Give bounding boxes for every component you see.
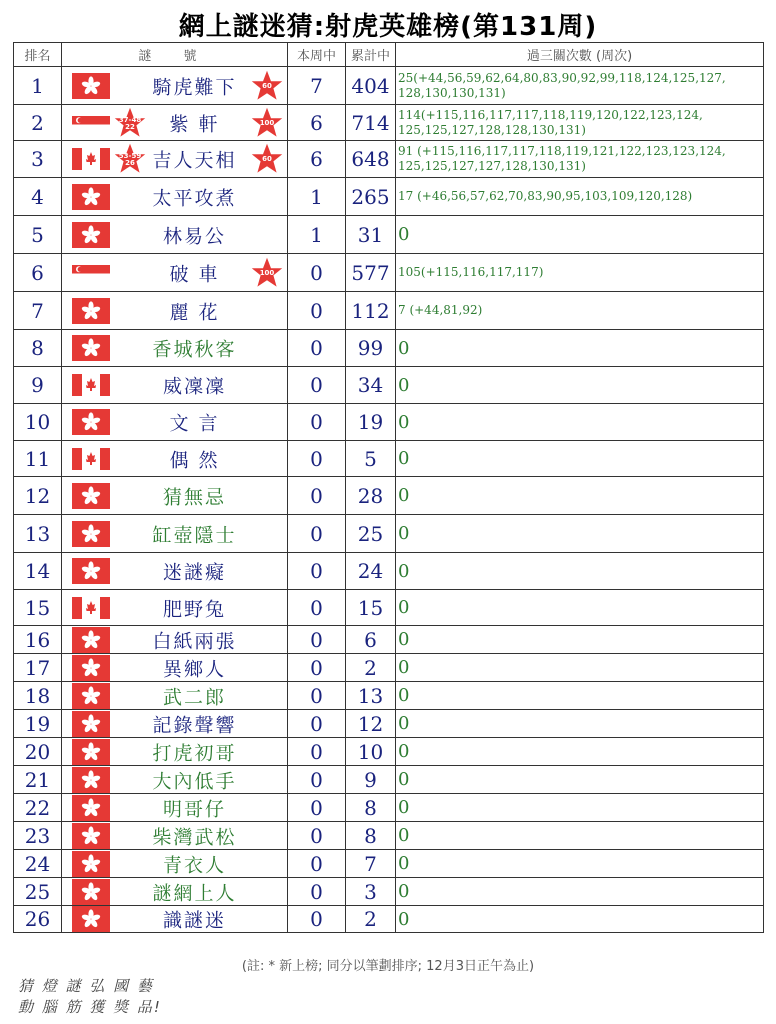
rank-cell: 22	[14, 794, 62, 822]
name-cell	[62, 105, 288, 141]
week-score-cell: 0	[288, 822, 346, 850]
header-history: 過三關次數 (周次)	[396, 43, 764, 67]
player-name: 林易公	[162, 225, 226, 247]
rank-cell: 16	[14, 626, 62, 654]
week-score-cell: 0	[288, 766, 346, 794]
table-row	[14, 794, 764, 822]
total-score-cell: 2	[346, 906, 396, 933]
name-cell	[62, 850, 288, 878]
player-name: 缸壺隱士	[152, 524, 237, 546]
name-cell	[62, 67, 288, 105]
player-name: 白紙兩張	[152, 630, 237, 652]
history-cell: 0	[396, 654, 764, 682]
player-name: 記錄聲響	[152, 714, 237, 736]
table-row	[14, 216, 764, 254]
player-name: 文 言	[169, 412, 220, 435]
name-cell	[62, 404, 288, 441]
table-row	[14, 441, 764, 477]
player-name: 香城秋客	[152, 338, 237, 361]
rank-cell: 9	[14, 367, 62, 404]
week-score-cell: 0	[288, 367, 346, 404]
footnote: (註: * 新上榜; 同分以筆劃排序; 12月3日正午為止)	[241, 959, 535, 974]
player-name: 打虎初哥	[152, 742, 237, 764]
table-row	[14, 850, 764, 878]
star-badge-icon	[114, 143, 146, 175]
history-cell: 0	[396, 738, 764, 766]
name-cell	[62, 710, 288, 738]
total-score-cell: 648	[346, 141, 396, 178]
table-row	[14, 330, 764, 367]
week-score-cell: 1	[288, 178, 346, 216]
rank-cell: 2	[14, 105, 62, 141]
player-name: 青衣人	[162, 854, 226, 876]
player-name: 明哥仔	[162, 798, 226, 820]
table-row	[14, 766, 764, 794]
week-score-cell: 0	[288, 738, 346, 766]
table-row	[14, 367, 764, 404]
week-score-cell: 0	[288, 626, 346, 654]
name-cell	[62, 654, 288, 682]
player-name: 異鄉人	[162, 658, 226, 680]
header-name: 謎 號	[62, 43, 288, 67]
rank-cell: 11	[14, 441, 62, 477]
page-title: 網上謎迷猜:射虎英雄榜(第131周)	[178, 12, 598, 42]
name-cell	[62, 878, 288, 906]
player-name: 麗 花	[169, 301, 220, 323]
name-cell	[62, 216, 288, 254]
history-cell: 0	[396, 590, 764, 626]
week-score-cell: 6	[288, 141, 346, 178]
table-row	[14, 141, 764, 178]
total-score-cell: 6	[346, 626, 396, 654]
table-row	[14, 682, 764, 710]
total-score-cell: 99	[346, 330, 396, 367]
table-row	[14, 254, 764, 292]
table-row	[14, 515, 764, 553]
total-score-cell: 404	[346, 67, 396, 105]
player-name: 識謎迷	[162, 909, 226, 932]
history-cell: 0	[396, 682, 764, 710]
player-name: 破 車	[169, 263, 220, 285]
week-score-cell: 6	[288, 105, 346, 141]
rank-cell: 14	[14, 553, 62, 590]
table-row	[14, 906, 764, 933]
star-badge-value: 100	[259, 268, 275, 277]
rank-cell: 18	[14, 682, 62, 710]
history-cell: 91 (+115,116,117,117,118,119,121,122,123,123,124, 125,125,127,127,128,130,131)	[396, 141, 764, 178]
name-cell	[62, 178, 288, 216]
rank-cell: 20	[14, 738, 62, 766]
player-name: 武二郎	[162, 686, 226, 708]
name-cell	[62, 553, 288, 590]
week-score-cell: 7	[288, 67, 346, 105]
history-cell: 0	[396, 626, 764, 654]
player-name: 迷謎癡	[162, 561, 226, 584]
slogan-line-2: 動 腦 筋 獲 獎 品!	[18, 998, 162, 1016]
table-row	[14, 654, 764, 682]
week-score-cell: 0	[288, 590, 346, 626]
name-cell	[62, 441, 288, 477]
rank-cell: 13	[14, 515, 62, 553]
total-score-cell: 13	[346, 682, 396, 710]
table-row	[14, 477, 764, 515]
table-row	[14, 404, 764, 441]
week-score-cell: 0	[288, 710, 346, 738]
week-score-cell: 0	[288, 404, 346, 441]
rank-cell: 1	[14, 67, 62, 105]
player-name: 威凜凜	[162, 375, 226, 398]
rank-cell: 4	[14, 178, 62, 216]
total-score-cell: 265	[346, 178, 396, 216]
name-cell	[62, 590, 288, 626]
week-score-cell: 0	[288, 330, 346, 367]
total-score-cell: 8	[346, 822, 396, 850]
total-score-cell: 24	[346, 553, 396, 590]
rank-cell: 5	[14, 216, 62, 254]
total-score-cell: 12	[346, 710, 396, 738]
name-cell	[62, 794, 288, 822]
star-badge-icon	[251, 143, 283, 175]
week-score-cell: 0	[288, 292, 346, 330]
week-score-cell: 0	[288, 441, 346, 477]
total-score-cell: 19	[346, 404, 396, 441]
rank-cell: 7	[14, 292, 62, 330]
name-cell	[62, 738, 288, 766]
name-cell	[62, 906, 288, 933]
week-score-cell: 0	[288, 878, 346, 906]
total-score-cell: 28	[346, 477, 396, 515]
week-score-cell: 0	[288, 850, 346, 878]
star-badge-value: 37-48 22	[118, 115, 142, 131]
table-row	[14, 292, 764, 330]
history-cell: 0	[396, 441, 764, 477]
total-score-cell: 7	[346, 850, 396, 878]
total-score-cell: 15	[346, 590, 396, 626]
history-cell: 0	[396, 515, 764, 553]
name-cell	[62, 626, 288, 654]
history-cell: 0	[396, 822, 764, 850]
player-name: 柴灣武松	[152, 826, 237, 848]
history-cell: 105(+115,116,117,117)	[396, 254, 764, 292]
rank-cell: 19	[14, 710, 62, 738]
player-name: 騎虎難下	[152, 76, 237, 98]
rank-cell: 10	[14, 404, 62, 441]
rank-cell: 3	[14, 141, 62, 178]
total-score-cell: 2	[346, 654, 396, 682]
table-row	[14, 878, 764, 906]
star-badge-icon	[114, 107, 146, 139]
history-cell: 0	[396, 710, 764, 738]
star-badge-value: 60	[262, 81, 272, 90]
history-cell: 0	[396, 878, 764, 906]
history-cell: 0	[396, 330, 764, 367]
player-name: 吉人天相	[152, 149, 237, 172]
total-score-cell: 10	[346, 738, 396, 766]
week-score-cell: 0	[288, 906, 346, 933]
total-score-cell: 714	[346, 105, 396, 141]
week-score-cell: 1	[288, 216, 346, 254]
table-row	[14, 626, 764, 654]
week-score-cell: 0	[288, 477, 346, 515]
total-score-cell: 25	[346, 515, 396, 553]
table-row	[14, 822, 764, 850]
name-cell	[62, 515, 288, 553]
history-cell: 0	[396, 216, 764, 254]
name-cell	[62, 822, 288, 850]
rank-cell: 25	[14, 878, 62, 906]
name-cell	[62, 367, 288, 404]
history-cell: 25(+44,56,59,62,64,80,83,90,92,99,118,124,125,127, 128,130,130,131)	[396, 67, 764, 105]
history-cell: 0	[396, 553, 764, 590]
table-row	[14, 178, 764, 216]
star-badge-icon	[251, 257, 283, 289]
star-badge-icon	[251, 70, 283, 102]
history-cell: 0	[396, 766, 764, 794]
total-score-cell: 34	[346, 367, 396, 404]
ranking-table	[13, 42, 764, 933]
history-cell: 114(+115,116,117,117,118,119,120,122,123,124, 125,125,127,128,128,130,131)	[396, 105, 764, 141]
history-cell: 0	[396, 906, 764, 933]
table-row	[14, 553, 764, 590]
name-cell	[62, 477, 288, 515]
history-cell: 0	[396, 850, 764, 878]
name-cell	[62, 766, 288, 794]
week-score-cell: 0	[288, 794, 346, 822]
header-rank: 排名	[14, 43, 62, 67]
header-week: 本周中	[288, 43, 346, 67]
star-badge-value: 53-59 26	[118, 152, 142, 167]
star-badge-value: 60	[262, 155, 272, 163]
week-score-cell: 0	[288, 553, 346, 590]
name-cell	[62, 330, 288, 367]
week-score-cell: 0	[288, 682, 346, 710]
table-row	[14, 738, 764, 766]
rank-cell: 24	[14, 850, 62, 878]
star-badge-value: 100	[259, 118, 275, 127]
player-name: 謎網上人	[152, 882, 237, 904]
week-score-cell: 0	[288, 515, 346, 553]
history-cell: 0	[396, 477, 764, 515]
table-row	[14, 67, 764, 105]
total-score-cell: 112	[346, 292, 396, 330]
slogan-line-1: 猜 燈 謎 弘 國 藝	[18, 977, 154, 995]
table-row	[14, 710, 764, 738]
player-name: 猜無忌	[162, 486, 226, 508]
total-score-cell: 31	[346, 216, 396, 254]
total-score-cell: 5	[346, 441, 396, 477]
header-total: 累計中	[346, 43, 396, 67]
name-cell	[62, 141, 288, 178]
table-header-row	[14, 43, 764, 67]
week-score-cell: 0	[288, 654, 346, 682]
player-name: 偶 然	[169, 449, 220, 471]
total-score-cell: 9	[346, 766, 396, 794]
history-cell: 17 (+46,56,57,62,70,83,90,95,103,109,120,128)	[396, 178, 764, 216]
rank-cell: 17	[14, 654, 62, 682]
rank-cell: 15	[14, 590, 62, 626]
table-row	[14, 590, 764, 626]
rank-cell: 26	[14, 906, 62, 933]
total-score-cell: 8	[346, 794, 396, 822]
name-cell	[62, 682, 288, 710]
table-row	[14, 105, 764, 141]
rank-cell: 8	[14, 330, 62, 367]
total-score-cell: 3	[346, 878, 396, 906]
name-cell	[62, 292, 288, 330]
rank-cell: 12	[14, 477, 62, 515]
name-cell	[62, 254, 288, 292]
history-cell: 0	[396, 367, 764, 404]
player-name: 太平攻煮	[152, 187, 237, 209]
history-cell: 0	[396, 404, 764, 441]
rank-cell: 6	[14, 254, 62, 292]
history-cell: 0	[396, 794, 764, 822]
player-name: 大內低手	[152, 770, 237, 792]
player-name: 紫 軒	[169, 113, 220, 135]
rank-cell: 23	[14, 822, 62, 850]
star-badge-icon	[251, 107, 283, 139]
week-score-cell: 0	[288, 254, 346, 292]
rank-cell: 21	[14, 766, 62, 794]
total-score-cell: 577	[346, 254, 396, 292]
history-cell: 7 (+44,81,92)	[396, 292, 764, 330]
player-name: 肥野兔	[162, 598, 226, 620]
